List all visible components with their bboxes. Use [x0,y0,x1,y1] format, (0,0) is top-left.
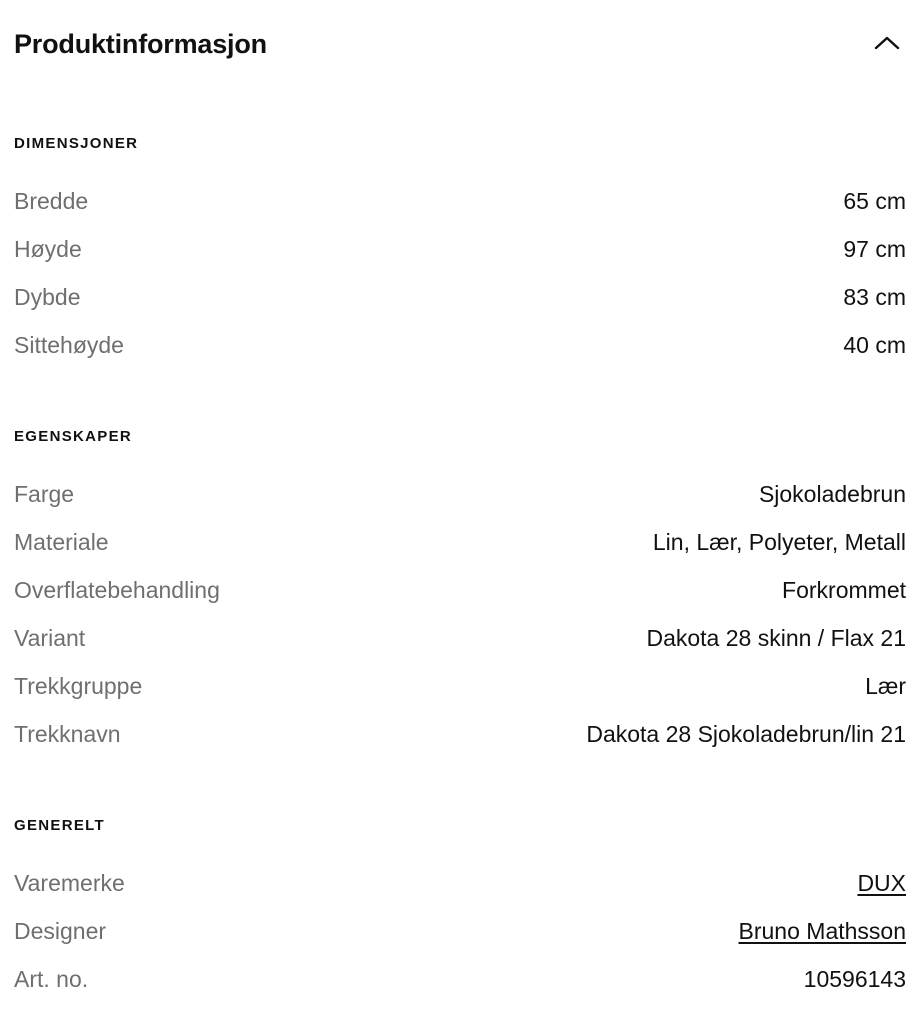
spec-value: 65 cm [843,188,906,214]
page-title: Produktinformasjon [14,28,267,59]
spec-label: Trekkgruppe [14,673,143,699]
spec-value: 10596143 [803,966,906,992]
spec-list-generelt [14,871,906,1015]
spec-value: Sjokoladebrun [758,481,906,507]
spec-section-dimensjoner [14,136,906,381]
spec-row [14,967,906,1015]
spec-value: Lær [865,673,906,699]
spec-value: Dakota 28 Sjokoladebrun/lin 21 [586,721,906,747]
spec-value: Dakota 28 skinn / Flax 21 [646,625,906,651]
spec-list-dimensjoner [14,189,906,381]
spec-list-egenskaper [14,482,906,770]
spec-label: Trekknavn [14,721,121,747]
chevron-up-icon [874,35,900,51]
spec-label: Variant [14,625,86,651]
section-heading-dimensjoner: DIMENSJONER [14,135,139,152]
spec-value: Forkrommet [782,577,906,603]
spec-value: Lin, Lær, Polyeter, Metall [652,529,906,555]
spec-row [14,285,906,333]
spec-label: Bredde [14,188,89,214]
section-heading-generelt: GENERELT [14,817,105,834]
product-information-accordion-header[interactable] [14,0,906,86]
spec-section-egenskaper [14,429,906,770]
spec-row [14,237,906,285]
spec-row [14,722,906,770]
spec-row [14,189,906,237]
spec-value-link[interactable]: DUX [857,870,906,896]
spec-label: Farge [14,481,75,507]
spec-label: Sittehøyde [14,332,124,358]
spec-row [14,530,906,578]
spec-row [14,578,906,626]
spec-value: 97 cm [843,236,906,262]
spec-label: Dybde [14,284,81,310]
spec-row [14,919,906,967]
spec-sections [14,136,906,1015]
accordion-toggle-button[interactable] [870,26,904,60]
spec-label: Materiale [14,529,109,555]
spec-label: Overflatebehandling [14,577,220,603]
spec-value: 83 cm [843,284,906,310]
spec-value-link[interactable]: Bruno Mathsson [738,918,906,944]
spec-value: 40 cm [843,332,906,358]
spec-label: Varemerke [14,870,125,896]
spec-label: Høyde [14,236,82,262]
spec-row [14,333,906,381]
spec-section-generelt [14,818,906,1015]
section-heading-egenskaper: EGENSKAPER [14,428,133,445]
spec-row [14,482,906,530]
spec-label: Art. no. [14,966,89,992]
spec-row [14,626,906,674]
spec-label: Designer [14,918,107,944]
spec-row [14,674,906,722]
spec-row [14,871,906,919]
